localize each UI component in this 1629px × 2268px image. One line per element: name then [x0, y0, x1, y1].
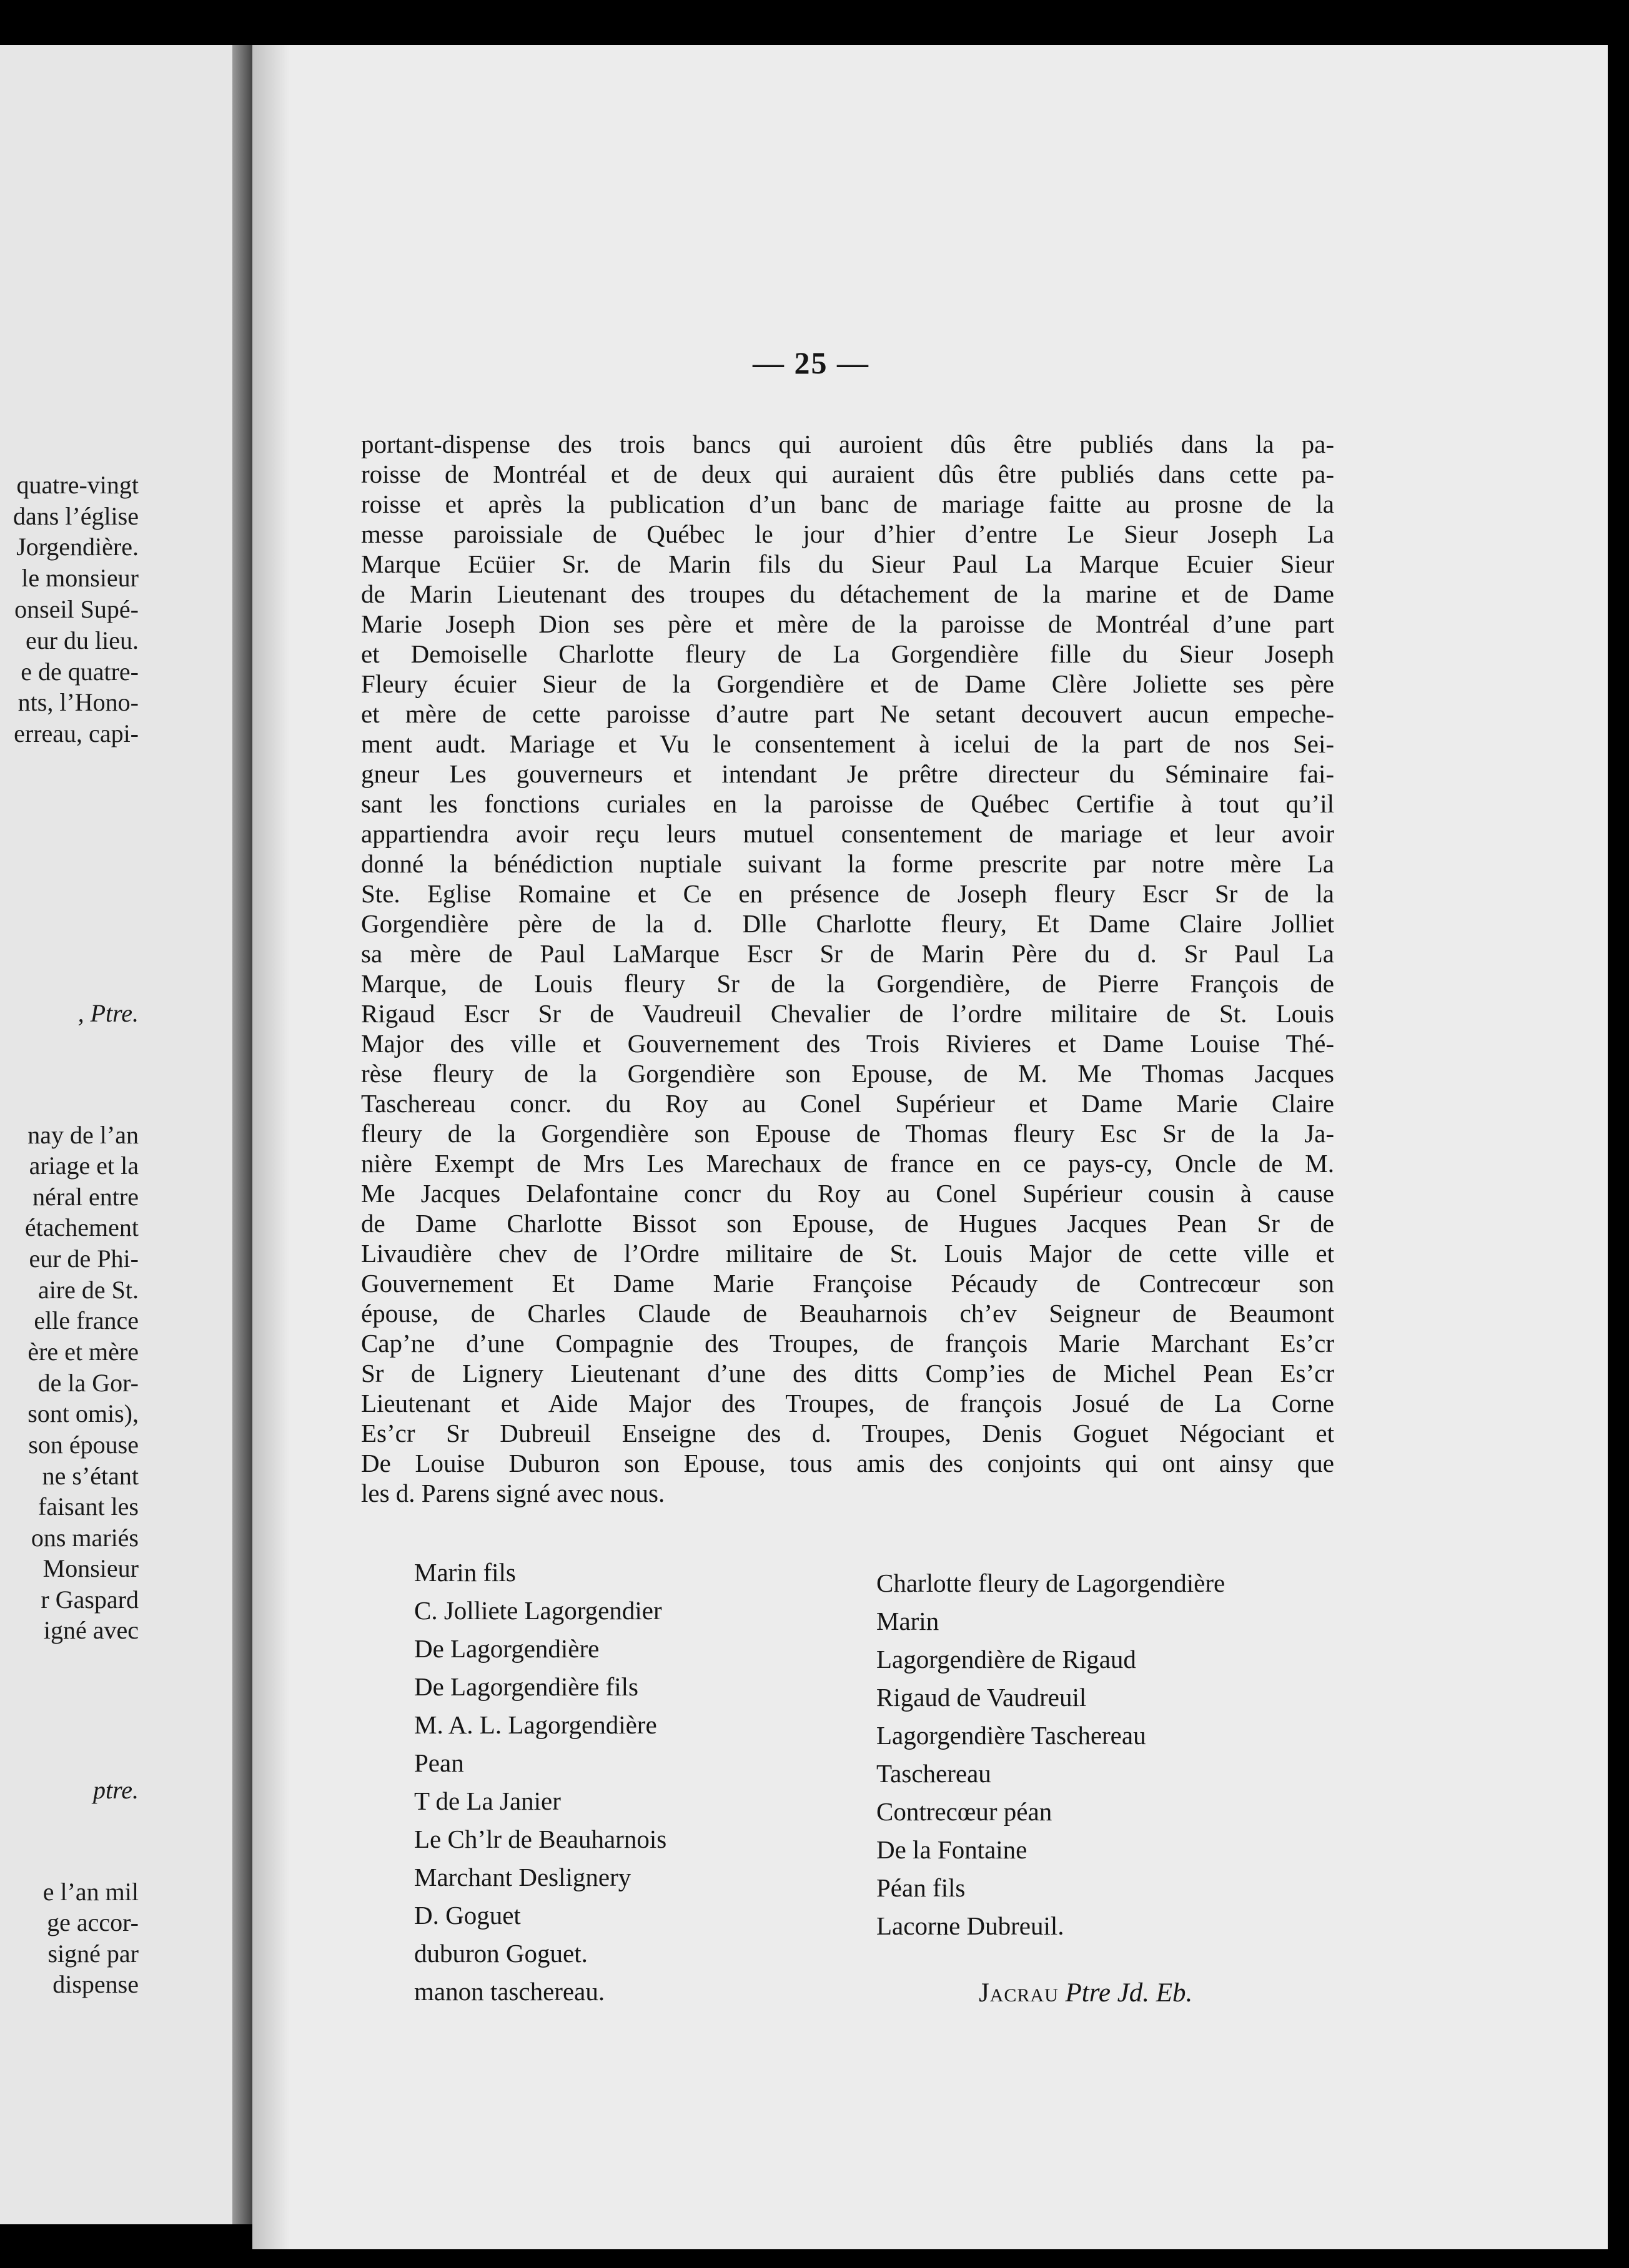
left-page-fragment: nay de l’an — [27, 1121, 139, 1149]
priest-name: Jacrau — [979, 1978, 1059, 2008]
text-line: Marie Joseph Dion ses père et mère de la paroisse de Montréal d’une part — [361, 609, 1334, 638]
signature-name: Péan fils — [876, 1873, 966, 1902]
text-line: les d. Parens signé avec nous. — [361, 1479, 665, 1507]
text-line: sa mère de Paul LaMarque Escr Sr de Marin Père du d. Sr Paul La — [361, 939, 1334, 968]
signature-name: Marin fils — [414, 1558, 516, 1587]
marriage-record-text — [361, 429, 1334, 1508]
left-page — [0, 45, 232, 2224]
signature-name: Pean — [414, 1748, 464, 1777]
text-line: roisse et après la publication d’un banc de mariage faitte au prosne de la — [361, 490, 1334, 518]
text-line: Fleury écuier Sieur de la Gorgendière et de Dame Clère Joliette ses père — [361, 669, 1334, 698]
left-page-fragment: ère et mère — [27, 1338, 139, 1366]
left-page-fragment: sont omis), — [27, 1399, 139, 1427]
text-line: fleury de la Gorgendière son Epouse de Thomas fleury Esc Sr de la Ja- — [361, 1119, 1334, 1148]
left-page-fragment: r Gaspard — [41, 1585, 139, 1614]
left-page-fragment: faisant les — [37, 1492, 139, 1521]
left-page-fragment: signé par — [47, 1940, 139, 1968]
signature-name: Lagorgendière Taschereau — [876, 1721, 1146, 1750]
left-page-fragment: onseil Supé- — [14, 595, 139, 623]
left-page-fragment: quatre-vingt — [16, 471, 139, 499]
text-line: Es’cr Sr Dubreuil Enseigne des d. Troupes, Denis Goguet Négociant et — [361, 1419, 1334, 1447]
left-page-fragment: ge accor- — [47, 1908, 139, 1936]
signature-name: D. Goguet — [414, 1901, 521, 1930]
left-page-fragment: Jorgendière. — [16, 533, 139, 561]
signature-name: manon taschereau. — [414, 1977, 605, 2006]
signature-name: Lacorne Dubreuil. — [876, 1911, 1064, 1940]
text-line: de Dame Charlotte Bissot son Epouse, de Hugues Jacques Pean Sr de — [361, 1209, 1334, 1238]
left-page-fragment: ptre. — [93, 1776, 139, 1804]
signature-name: Le Ch’lr de Beauharnois — [414, 1825, 667, 1853]
left-page-fragment: , Ptre. — [77, 999, 139, 1027]
text-line: Gorgendière père de la d. Dlle Charlotte fleury, Et Dame Claire Jolliet — [361, 909, 1334, 938]
page-shadow — [252, 45, 290, 2249]
left-page-fragment: elle france — [34, 1306, 139, 1334]
text-line: Livaudière chev de l’Ordre militaire de St. Louis Major de cette ville et — [361, 1239, 1334, 1268]
text-line: Major des ville et Gouvernement des Trois Rivieres et Dame Louise Thé- — [361, 1029, 1334, 1058]
priest-title: Ptre Jd. Eb. — [1065, 1978, 1193, 2008]
text-line: appartiendra avoir reçu leurs mutuel consentement de mariage et leur avoir — [361, 819, 1334, 848]
left-page-fragment: ariage et la — [29, 1151, 139, 1180]
text-line: épouse, de Charles Claude de Beauharnois ch’ev Seigneur de Beaumont — [361, 1299, 1334, 1328]
text-line: Cap’ne d’une Compagnie des Troupes, de françois Marie Marchant Es’cr — [361, 1329, 1334, 1358]
text-line: Gouvernement Et Dame Marie Françoise Pécaudy de Contrecœur son — [361, 1269, 1334, 1298]
left-page-fragment: dispense — [52, 1970, 139, 1998]
signature-name: Lagorgendière de Rigaud — [876, 1645, 1136, 1674]
text-line: Rigaud Escr Sr de Vaudreuil Chevalier de l’ordre militaire de St. Louis — [361, 999, 1334, 1028]
signature-name: M. A. L. Lagorgendière — [414, 1710, 657, 1739]
text-line: nière Exempt de Mrs Les Marechaux de france en ce pays-cy, Oncle de M. — [361, 1149, 1334, 1178]
text-line: gneur Les gouverneurs et intendant Je prêtre directeur du Séminaire fai- — [361, 759, 1334, 788]
text-line: et Demoiselle Charlotte fleury de La Gorgendière fille du Sieur Joseph — [361, 639, 1334, 668]
signature-name: Marin — [876, 1607, 939, 1635]
left-page-fragment: erreau, capi- — [14, 719, 139, 747]
text-line: Me Jacques Delafontaine concr du Roy au Conel Supérieur cousin à cause — [361, 1179, 1334, 1208]
left-page-fragment: igné avec — [43, 1616, 139, 1644]
text-line: roisse de Montréal et de deux qui auraient dûs être publiés dans cette pa- — [361, 460, 1334, 488]
text-line: Taschereau concr. du Roy au Conel Supérieur et Dame Marie Claire — [361, 1089, 1334, 1118]
signature-name: duburon Goguet. — [414, 1939, 588, 1968]
left-page-fragment: e l’an mil — [42, 1878, 139, 1906]
text-line: De Louise Duburon son Epouse, tous amis des conjoints qui ont ainsy que — [361, 1449, 1334, 1477]
text-line: sant les fonctions curiales en la paroisse de Québec Certifie à tout qu’il — [361, 789, 1334, 818]
text-line: de Marin Lieutenant des troupes du détachement de la marine et de Dame — [361, 579, 1334, 608]
left-page-fragment: ne s’étant — [42, 1462, 139, 1490]
text-line: Marque, de Louis fleury Sr de la Gorgendière, de Pierre François de — [361, 969, 1334, 998]
text-line: donné la bénédiction nuptiale suivant la forme prescrite par notre mère La — [361, 849, 1334, 878]
left-page-fragment: eur de Phi- — [29, 1245, 139, 1273]
signature-name: Taschereau — [876, 1759, 991, 1788]
text-line: portant-dispense des trois bancs qui auroient dûs être publiés dans la pa- — [361, 430, 1334, 458]
left-page-fragment: eur du lieu. — [25, 626, 139, 654]
left-page-fragment: néral entre — [32, 1183, 139, 1211]
text-line: et mère de cette paroisse d’autre part Ne setant decouvert aucun empeche- — [361, 699, 1334, 728]
left-page-fragment: son épouse — [28, 1431, 139, 1459]
left-page-fragment: e de quatre- — [21, 658, 139, 686]
left-page-fragment: dans l’église — [12, 502, 139, 530]
left-page-fragment: aire de St. — [37, 1276, 139, 1304]
signature-name: Marchant Deslignery — [414, 1863, 631, 1891]
text-line: Lieutenant et Aide Major des Troupes, de françois Josué de La Corne — [361, 1389, 1334, 1418]
signature-name: Rigaud de Vaudreuil — [876, 1683, 1087, 1712]
signature-name: Contrecœur péan — [876, 1797, 1052, 1826]
left-page-fragment: Monsieur — [42, 1554, 139, 1582]
signature-name: T de La Janier — [414, 1787, 561, 1815]
signature-name: De la Fontaine — [876, 1835, 1027, 1864]
left-page-fragment: le monsieur — [21, 564, 139, 592]
signature-name: Charlotte fleury de Lagorgendière — [876, 1569, 1225, 1597]
left-page-fragment: nts, l’Hono- — [17, 688, 139, 716]
signature-name: C. Jolliete Lagorgendier — [414, 1596, 662, 1625]
text-line: ment audt. Mariage et Vu le consentement à icelui de la part de nos Sei- — [361, 729, 1334, 758]
left-page-fragment: ons mariés — [31, 1524, 139, 1552]
priest-signature — [979, 1978, 1192, 2008]
left-page-fragment: de la Gor- — [37, 1369, 139, 1397]
text-line: Marque Ecüier Sr. de Marin fils du Sieur Paul La Marque Ecuier Sieur — [361, 550, 1334, 578]
signature-name: De Lagorgendière fils — [414, 1672, 638, 1701]
text-line: Sr de Lignery Lieutenant d’une des ditts Comp’ies de Michel Pean Es’cr — [361, 1359, 1334, 1388]
text-line: messe paroissiale de Québec le jour d’hier d’entre Le Sieur Joseph La — [361, 520, 1334, 548]
left-page-fragment: étachement — [24, 1213, 139, 1241]
signatures-right-column — [876, 1564, 1225, 1945]
text-line: Ste. Eglise Romaine et Ce en présence de Joseph fleury Escr Sr de la — [361, 879, 1334, 908]
signatures-left-column — [414, 1554, 666, 2011]
signature-name: De Lagorgendière — [414, 1634, 600, 1663]
text-line: rèse fleury de la Gorgendière son Epouse, de M. Me Thomas Jacques — [361, 1059, 1334, 1088]
page-number: — 25 — — [753, 345, 869, 380]
